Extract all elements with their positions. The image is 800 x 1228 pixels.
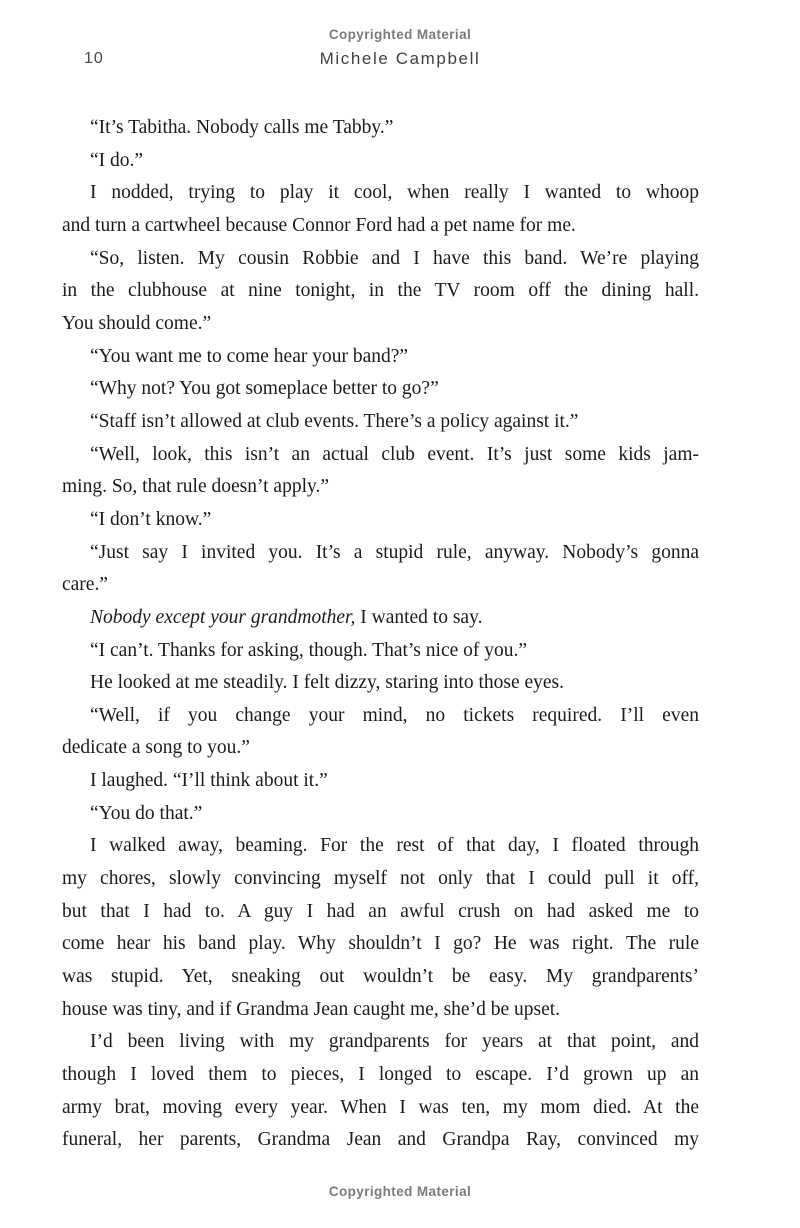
- text-line: [62, 341, 699, 374]
- copyright-notice-top: Copyrighted Material: [328, 27, 472, 42]
- text-line: [62, 537, 699, 570]
- text-line: [62, 863, 699, 896]
- text-segment: “I don’t know.”: [90, 508, 212, 530]
- text-line: [62, 243, 699, 276]
- text-line: [62, 700, 699, 733]
- text-line: [62, 177, 699, 210]
- text-segment: but that I had to. A guy I had an awful crush on had asked me to: [62, 900, 699, 922]
- text-line: [62, 406, 699, 439]
- text-line: [62, 830, 699, 863]
- text-line: [62, 798, 699, 831]
- text-segment: funeral, her parents, Grandma Jean and Grandpa Ray, convinced my: [62, 1129, 699, 1151]
- paragraph: [62, 406, 699, 439]
- text-segment: I laughed. “I’ll think about it.”: [90, 770, 328, 792]
- text-segment: come hear his band play. Why shouldn’t I go? He was right. The rule: [62, 933, 699, 955]
- paragraph: [62, 700, 699, 765]
- paragraph: [62, 765, 699, 798]
- text-line: [62, 602, 699, 635]
- text-line: [62, 896, 699, 929]
- italic-text-segment: Nobody except your grandmother,: [90, 606, 356, 628]
- text-line: [62, 667, 699, 700]
- text-segment: I nodded, trying to play it cool, when really I wanted to whoop: [90, 182, 699, 204]
- text-segment: “Well, look, this isn’t an actual club event. It’s just some kids jam-: [90, 443, 699, 465]
- text-line: [62, 308, 699, 341]
- text-line: [62, 1026, 699, 1059]
- text-segment: my chores, slowly convincing myself not only that I could pull it off,: [62, 868, 699, 890]
- paragraph: [62, 373, 699, 406]
- paragraph: [62, 602, 699, 635]
- text-segment: “You do that.”: [90, 802, 203, 824]
- paragraph: [62, 830, 699, 1026]
- paragraph: [62, 145, 699, 178]
- text-line: [62, 1059, 699, 1092]
- text-line: [62, 471, 699, 504]
- paragraph: [62, 112, 699, 145]
- text-segment: “Just say I invited you. It’s a stupid rule, anyway. Nobody’s gonna: [90, 541, 699, 563]
- text-segment: I wanted to say.: [355, 606, 483, 628]
- book-page-text: [62, 112, 699, 1157]
- text-segment: “It’s Tabitha. Nobody calls me Tabby.”: [90, 117, 394, 138]
- text-segment: care.”: [62, 574, 108, 596]
- text-segment: ming. So, that rule doesn’t apply.”: [62, 476, 330, 498]
- paragraph: [62, 504, 699, 537]
- text-segment: in the clubhouse at nine tonight, in the TV room off the dining hall.: [62, 280, 699, 302]
- paragraph: [62, 439, 699, 504]
- paragraph: [62, 798, 699, 831]
- text-line: [62, 1092, 699, 1125]
- text-segment: “I do.”: [90, 149, 144, 171]
- text-segment: was stupid. Yet, sneaking out wouldn’t be easy. My grandparents’: [62, 966, 699, 988]
- page-number: 10: [84, 50, 104, 67]
- text-line: [62, 1124, 699, 1157]
- text-segment: army brat, moving every year. When I was ten, my mom died. At the: [62, 1096, 699, 1118]
- text-segment: and turn a cartwheel because Connor Ford had a pet name for me.: [62, 214, 576, 236]
- text-line: [62, 275, 699, 308]
- text-segment: “You want me to come hear your band?”: [90, 345, 409, 367]
- text-segment: house was tiny, and if Grandma Jean caught me, she’d be upset.: [62, 998, 561, 1020]
- text-segment: “Well, if you change your mind, no tickets required. I’ll even: [90, 704, 699, 726]
- text-line: [62, 145, 699, 178]
- paragraph: [62, 341, 699, 374]
- text-segment: “So, listen. My cousin Robbie and I have this band. We’re playing: [90, 247, 699, 269]
- text-line: [62, 569, 699, 602]
- paragraph: [62, 667, 699, 700]
- copyright-notice-bottom: Copyrighted Material: [328, 1184, 472, 1199]
- text-segment: He looked at me steadily. I felt dizzy, staring into those eyes.: [90, 672, 564, 694]
- text-line: [62, 439, 699, 472]
- paragraph: [62, 1026, 699, 1157]
- paragraph: [62, 537, 699, 602]
- text-segment: though I loved them to pieces, I longed to escape. I’d grown up an: [62, 1064, 699, 1086]
- paragraph: [62, 635, 699, 668]
- text-line: [62, 112, 699, 145]
- text-segment: dedicate a song to you.”: [62, 737, 250, 759]
- text-line: [62, 765, 699, 798]
- text-line: [62, 373, 699, 406]
- paragraph: [62, 177, 699, 242]
- paragraph: [62, 243, 699, 341]
- text-line: [62, 961, 699, 994]
- text-line: [62, 504, 699, 537]
- text-segment: “I can’t. Thanks for asking, though. That’s nice of you.”: [90, 639, 528, 661]
- text-line: [62, 928, 699, 961]
- text-line: [62, 732, 699, 765]
- text-segment: I walked away, beaming. For the rest of that day, I floated through: [90, 835, 699, 857]
- text-segment: You should come.”: [62, 312, 212, 334]
- running-header-title: Michele Campbell: [319, 49, 481, 68]
- text-line: [62, 994, 699, 1027]
- text-segment: “Why not? You got someplace better to go?”: [90, 378, 439, 400]
- text-segment: “Staff isn’t allowed at club events. There’s a policy against it.”: [90, 410, 579, 432]
- text-segment: I’d been living with my grandparents for years at that point, and: [90, 1031, 699, 1053]
- text-line: [62, 635, 699, 668]
- text-line: [62, 210, 699, 243]
